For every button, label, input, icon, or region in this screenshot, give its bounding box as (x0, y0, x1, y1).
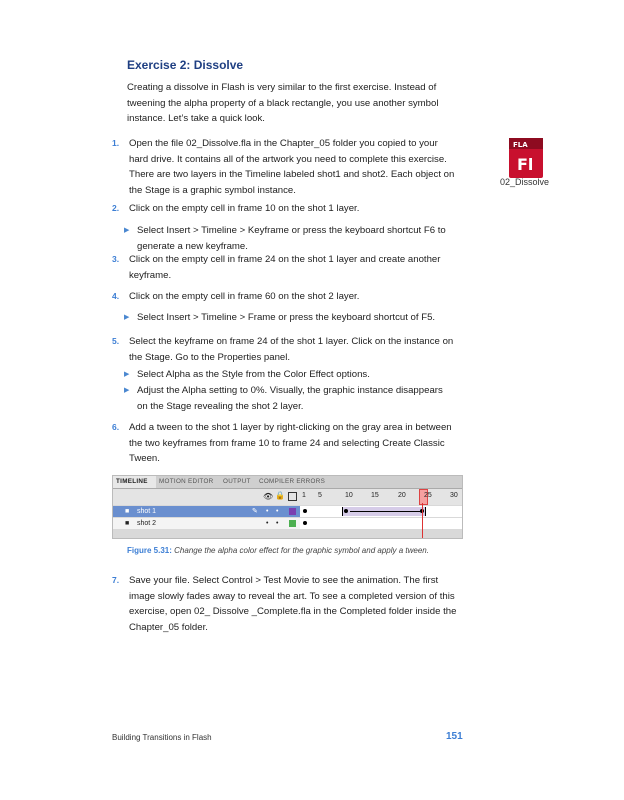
ruler-label: 25 (424, 492, 432, 499)
step-3: 3. Click on the empty cell in frame 24 on the shot 1 layer and create another keyframe. (112, 254, 441, 281)
file-label: 02_Dissolve (500, 177, 550, 187)
pencil-icon: ✎ (252, 508, 258, 515)
layer-icon: ■ (125, 508, 130, 515)
file-badge: FLA (513, 141, 528, 149)
step-5: 5. Select the keyframe on frame 24 of the shot 1 layer. Click on the instance on the Stage. Go to the Properties panel. (112, 336, 454, 363)
visibility-dot[interactable]: • (266, 508, 269, 515)
lock-dot[interactable]: • (276, 508, 279, 515)
bullet-triangle-icon: ▶ (124, 314, 130, 321)
visibility-dot[interactable]: • (266, 520, 269, 527)
lock-dot[interactable]: • (276, 520, 279, 527)
timeline-panel (112, 475, 463, 539)
page-number: 151 (446, 731, 463, 742)
intro-paragraph: Creating a dissolve in Flash is very similar to the first exercise. Instead of tweening the alpha property of a black rectangle, you use another symbol instance. Let’s take a quick look. (127, 82, 439, 124)
bullet-triangle-icon: ▶ (124, 227, 130, 234)
bullet-step-4: ▶ Select Insert > Timeline > Frame or press the keyboard shortcut of F5. (124, 310, 454, 326)
figure-caption (127, 546, 429, 555)
timeline-tabs (113, 476, 462, 489)
ruler-label: 5 (318, 492, 322, 499)
step-6: 6. Add a tween to the shot 1 layer by right-clicking on the gray area in between the two keyframes from frame 10 to frame 24 and selecting Create Classic Tween. (112, 422, 452, 464)
layer-color-swatch (289, 520, 296, 527)
bullet-step-5a: ▶ Select Alpha as the Style from the Color Effect options. (124, 367, 454, 383)
file-letters: Fl (517, 155, 534, 174)
timeline-header (113, 489, 462, 505)
tab-timeline[interactable]: TIMELINE (113, 476, 156, 488)
tab-output[interactable]: OUTPUT (223, 478, 251, 485)
ruler-label: 20 (398, 492, 406, 499)
layer-color-swatch (289, 508, 296, 515)
layer-row-shot2[interactable] (113, 518, 462, 529)
layer-icon: ■ (125, 520, 130, 527)
keyframe-marker[interactable] (303, 521, 307, 525)
step-1: 1. Open the file 02_Dissolve.fla in the Chapter_05 folder you copied to your hard drive. It contains all of the artwork you need to complete this exercise. There are two layers in the Timeline labeled shot1 and shot2. Each object on the Stage is a graphic symbol instance. (112, 138, 455, 196)
frames-shot2[interactable] (300, 518, 462, 529)
step-4: 4. Click on the empty cell in frame 60 on the shot 2 layer. (112, 291, 360, 302)
ruler-label: 15 (371, 492, 379, 499)
ruler-label: 10 (345, 492, 353, 499)
step-7: 7. Save your file. Select Control > Test Movie to see the animation. The first image slowly fades away to reveal the art. To see a completed version of this exercise, open 02_ Dissolve _Complete.fla in the Completed folder inside the Chapter_05 folder. (112, 575, 457, 633)
lock-icon[interactable]: 🔒 (275, 491, 285, 500)
caption-text: Change the alpha color effect for the graphic symbol and apply a tween. (174, 546, 429, 555)
bullet-triangle-icon: ▶ (124, 371, 130, 378)
keyframe-marker[interactable] (303, 509, 307, 513)
fla-file-icon (509, 138, 543, 178)
footer-title: Building Transitions in Flash (112, 733, 212, 742)
outline-icon[interactable] (288, 492, 297, 501)
ruler-label: 1 (302, 492, 306, 499)
layer-name: shot 1 (137, 508, 157, 515)
layer-name: shot 2 (137, 520, 157, 527)
ruler-label: 30 (450, 492, 458, 499)
tab-compiler-errors[interactable]: COMPILER ERRORS (259, 478, 326, 485)
bullet-step-2: ▶ Select Insert > Timeline > Keyframe or press the keyboard shortcut F6 to generate a new keyframe. (124, 225, 446, 252)
layer-row-shot1[interactable] (113, 506, 462, 517)
frames-shot1[interactable] (300, 506, 462, 517)
playhead-line (422, 503, 423, 538)
bullet-triangle-icon: ▶ (124, 387, 130, 394)
keyframe-marker[interactable] (344, 509, 348, 513)
eye-icon[interactable]: 👁 (263, 492, 274, 501)
caption-label: Figure 5.31: (127, 546, 172, 555)
tween-arrow (350, 511, 420, 512)
tab-motion-editor[interactable]: MOTION EDITOR (159, 478, 214, 485)
exercise-heading: Exercise 2: Dissolve (127, 58, 244, 72)
bullet-step-5b: ▶ Adjust the Alpha setting to 0%. Visually, the graphic instance disappears on the Stage revealing the shot 2 layer. (124, 385, 443, 412)
step-2: 2. Click on the empty cell in frame 10 on the shot 1 layer. (112, 203, 360, 214)
